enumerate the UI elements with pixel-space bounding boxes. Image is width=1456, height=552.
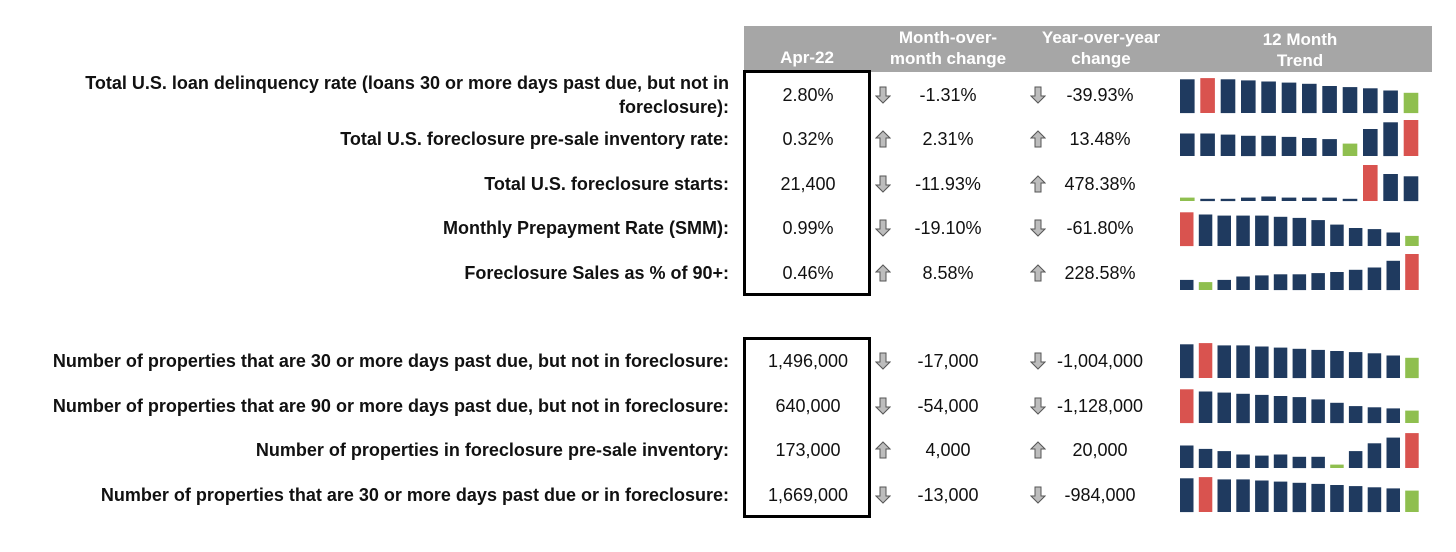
trend-bar [1387, 438, 1401, 468]
trend-bar [1404, 120, 1419, 156]
trend-bar [1322, 139, 1337, 156]
row-yoy-change: -39.93% [1066, 85, 1134, 105]
trend-bar [1368, 443, 1382, 468]
trend-bar [1261, 136, 1276, 156]
header-period: Apr-22 [780, 48, 834, 67]
row-label: Number of properties that are 30 or more days past due, but not in foreclosure: [52, 351, 729, 371]
row-yoy-change: 13.48% [1069, 129, 1131, 149]
trend-bar [1180, 478, 1194, 512]
trend-bar [1330, 272, 1344, 290]
trend-bar [1349, 228, 1363, 246]
trend-bar [1383, 122, 1398, 156]
header-yoy-line2: change [1071, 49, 1131, 68]
trend-bar [1387, 261, 1401, 290]
trend-sparkline [1180, 254, 1424, 290]
trend-bar [1218, 280, 1232, 290]
trend-bar [1404, 93, 1419, 113]
mom-arrow-icon [875, 130, 891, 148]
row-value: 0.99% [782, 218, 834, 238]
trend-bar [1293, 349, 1307, 378]
row-value: 173,000 [775, 440, 841, 460]
trend-bar [1199, 449, 1213, 468]
trend-bar [1368, 407, 1382, 423]
trend-bar [1180, 280, 1194, 290]
trend-bar [1343, 144, 1358, 156]
trend-bar [1343, 199, 1358, 201]
trend-bar [1218, 451, 1232, 468]
trend-bar [1368, 353, 1382, 378]
trend-bar [1311, 273, 1325, 290]
trend-bar [1236, 345, 1250, 378]
trend-bar [1255, 481, 1269, 513]
trend-bar [1330, 465, 1344, 468]
trend-bar [1180, 79, 1195, 113]
trend-bar [1200, 134, 1215, 157]
row-mom-change: -17,000 [917, 351, 979, 371]
trend-bar [1241, 80, 1256, 113]
mom-arrow-icon [875, 486, 891, 504]
trend-bar [1236, 479, 1250, 512]
trend-bar [1311, 220, 1325, 246]
trend-bar [1180, 344, 1194, 378]
row-yoy-change: 228.58% [1064, 263, 1136, 283]
trend-bar [1405, 433, 1419, 468]
trend-bar [1274, 217, 1288, 246]
row-mom-change: -11.93% [915, 174, 981, 194]
trend-bar [1311, 484, 1325, 512]
trend-bar [1282, 137, 1297, 156]
mom-arrow-icon [875, 397, 891, 415]
trend-bar [1387, 356, 1401, 379]
trend-bar [1368, 268, 1382, 291]
trend-bar [1199, 215, 1213, 247]
trend-bar [1311, 457, 1325, 468]
trend-bar [1330, 485, 1344, 512]
trend-bar [1311, 399, 1325, 423]
trend-bar [1405, 254, 1419, 290]
trend-bar [1293, 457, 1307, 468]
row-yoy-change: 20,000 [1072, 440, 1128, 460]
trend-bar [1218, 216, 1232, 246]
yoy-arrow-icon [1030, 352, 1046, 370]
trend-bar [1349, 352, 1363, 378]
mom-arrow-icon [875, 352, 891, 370]
trend-bar [1218, 393, 1232, 423]
trend-bar [1404, 176, 1419, 201]
row-value: 0.32% [782, 129, 834, 149]
row-label: Number of properties that are 90 or more days past due, but not in foreclosure: [52, 396, 729, 416]
highlight-box-rates [743, 70, 871, 296]
trend-bar [1405, 411, 1419, 423]
trend-bar [1293, 218, 1307, 246]
trend-bar [1330, 403, 1344, 423]
trend-bar [1349, 451, 1363, 468]
trend-bar [1255, 275, 1269, 290]
trend-bar [1405, 358, 1419, 378]
yoy-arrow-icon [1030, 130, 1046, 148]
trend-bar [1302, 138, 1317, 156]
trend-bar [1241, 136, 1256, 156]
trend-bar [1349, 270, 1363, 290]
trend-bar [1330, 225, 1344, 246]
yoy-arrow-icon [1030, 86, 1046, 104]
row-value: 640,000 [775, 396, 841, 416]
trend-bar [1218, 479, 1232, 512]
mom-arrow-icon [875, 441, 891, 459]
trend-bar [1200, 78, 1215, 113]
header-trend-line2: Trend [1276, 51, 1324, 70]
trend-bar [1199, 282, 1213, 290]
trend-bar [1261, 82, 1276, 114]
trend-sparkline [1180, 432, 1424, 468]
row-yoy-change: -61.80% [1066, 218, 1134, 238]
trend-bar [1255, 395, 1269, 423]
mom-arrow-icon [875, 86, 891, 104]
row-yoy-change: -1,128,000 [1056, 396, 1144, 416]
trend-bar [1180, 446, 1194, 469]
trend-bar [1387, 408, 1401, 423]
trend-bar [1322, 198, 1337, 201]
trend-bar [1274, 274, 1288, 290]
trend-bar [1387, 488, 1401, 512]
row-value: 1,669,000 [767, 485, 849, 505]
trend-bar [1383, 174, 1398, 201]
mom-arrow-icon [875, 175, 891, 193]
trend-bar [1343, 87, 1358, 113]
row-label-continued: foreclosure): [618, 97, 729, 117]
row-mom-change: 4,000 [925, 440, 971, 460]
yoy-arrow-icon [1030, 397, 1046, 415]
header-mom-line2: month change [889, 49, 1007, 68]
trend-bar [1363, 165, 1378, 201]
row-yoy-change: -1,004,000 [1056, 351, 1144, 371]
trend-bar [1199, 392, 1213, 424]
trend-bar [1236, 277, 1250, 291]
row-yoy-change: -984,000 [1064, 485, 1136, 505]
trend-bar [1218, 345, 1232, 378]
trend-bar [1282, 83, 1297, 113]
row-value: 1,496,000 [767, 351, 849, 371]
row-value: 0.46% [782, 263, 834, 283]
yoy-arrow-icon [1030, 175, 1046, 193]
trend-sparkline [1180, 210, 1424, 246]
row-mom-change: -54,000 [917, 396, 979, 416]
trend-bar [1221, 199, 1236, 201]
row-value: 2.80% [782, 85, 834, 105]
trend-bar [1255, 347, 1269, 379]
row-yoy-change: 478.38% [1064, 174, 1136, 194]
trend-bar [1349, 486, 1363, 512]
trend-bar [1363, 129, 1378, 156]
trend-bar [1236, 455, 1250, 469]
trend-bar [1199, 343, 1213, 378]
trend-bar [1282, 198, 1297, 201]
trend-bar [1322, 86, 1337, 113]
mom-arrow-icon [875, 264, 891, 282]
row-label: Total U.S. foreclosure pre-sale inventory rate: [340, 129, 729, 149]
trend-bar [1274, 348, 1288, 378]
trend-bar [1293, 483, 1307, 512]
row-label: Total U.S. loan delinquency rate (loans 30 or more days past due, but not in [85, 73, 729, 93]
trend-bar [1274, 455, 1288, 469]
row-mom-change: -13,000 [917, 485, 979, 505]
highlight-box-counts [743, 337, 871, 518]
row-mom-change: -1.31% [919, 85, 977, 105]
trend-bar [1221, 135, 1236, 156]
trend-bar [1274, 482, 1288, 512]
trend-bar [1405, 491, 1419, 512]
trend-bar [1387, 233, 1401, 247]
trend-bar [1200, 199, 1215, 201]
header-yoy-line1: Year-over-year [1041, 28, 1161, 47]
yoy-arrow-icon [1030, 486, 1046, 504]
trend-bar [1293, 274, 1307, 290]
trend-bar [1199, 477, 1213, 512]
trend-bar [1368, 487, 1382, 512]
row-label: Total U.S. foreclosure starts: [484, 174, 729, 194]
header-trend-line1: 12 Month [1262, 30, 1338, 49]
row-label: Monthly Prepayment Rate (SMM): [442, 218, 729, 238]
header-mom-line1: Month-over- [898, 28, 998, 47]
yoy-arrow-icon [1030, 441, 1046, 459]
trend-sparkline [1180, 120, 1424, 156]
trend-bar [1274, 396, 1288, 423]
row-value: 21,400 [780, 174, 836, 194]
trend-sparkline [1180, 342, 1424, 378]
trend-bar [1293, 397, 1307, 423]
trend-bar [1180, 212, 1194, 246]
trend-bar [1363, 88, 1378, 113]
trend-bar [1180, 389, 1194, 423]
mom-arrow-icon [875, 219, 891, 237]
trend-bar [1255, 216, 1269, 246]
trend-bar [1255, 456, 1269, 468]
row-mom-change: 8.58% [922, 263, 974, 283]
trend-sparkline [1180, 387, 1424, 423]
yoy-arrow-icon [1030, 219, 1046, 237]
row-label: Number of properties in foreclosure pre-sale inventory: [255, 440, 729, 460]
trend-bar [1180, 198, 1195, 201]
trend-bar [1383, 91, 1398, 114]
row-mom-change: -19.10% [914, 218, 982, 238]
trend-bar [1302, 84, 1317, 113]
trend-bar [1236, 216, 1250, 246]
yoy-arrow-icon [1030, 264, 1046, 282]
trend-bar [1302, 198, 1317, 201]
trend-sparkline [1180, 476, 1424, 512]
trend-bar [1236, 394, 1250, 423]
trend-bar [1330, 351, 1344, 378]
trend-bar [1349, 406, 1363, 423]
trend-bar [1180, 134, 1195, 157]
trend-sparkline [1180, 165, 1424, 201]
trend-bar [1405, 236, 1419, 246]
trend-bar [1261, 197, 1276, 202]
trend-bar [1221, 79, 1236, 113]
trend-bar [1241, 198, 1256, 201]
trend-sparkline [1180, 77, 1424, 113]
row-mom-change: 2.31% [922, 129, 974, 149]
trend-bar [1311, 350, 1325, 378]
row-label: Number of properties that are 30 or more days past due or in foreclosure: [100, 485, 729, 505]
trend-bar [1368, 229, 1382, 246]
row-label: Foreclosure Sales as % of 90+: [464, 263, 729, 283]
